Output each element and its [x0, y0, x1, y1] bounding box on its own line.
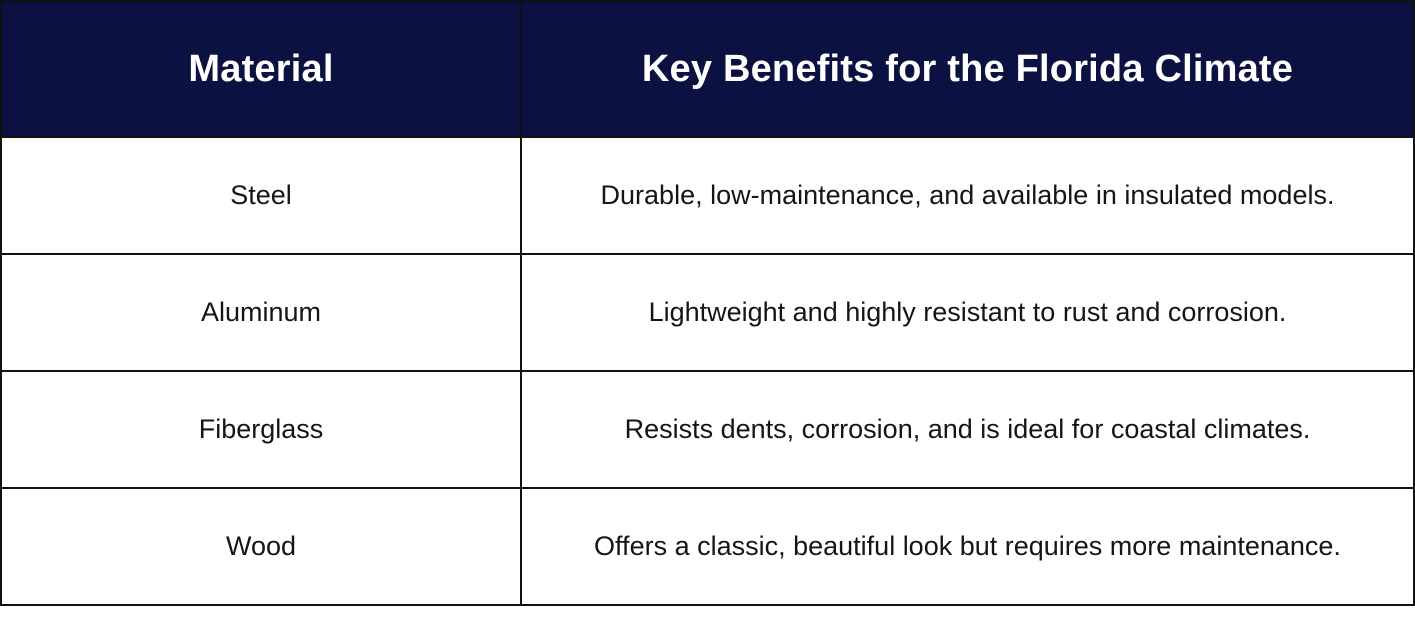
table-header-row	[1, 1, 1414, 137]
cell-benefit-steel: Durable, low-maintenance, and available in insulated models.	[521, 137, 1414, 254]
table-row	[1, 137, 1414, 254]
table-row	[1, 488, 1414, 605]
cell-benefit-fiberglass: Resists dents, corrosion, and is ideal for coastal climates.	[521, 371, 1414, 488]
cell-material-aluminum: Aluminum	[1, 254, 521, 371]
table-header	[1, 1, 1414, 137]
column-header-benefits: Key Benefits for the Florida Climate	[521, 1, 1414, 137]
cell-material-wood: Wood	[1, 488, 521, 605]
table-body	[1, 137, 1414, 605]
cell-material-steel: Steel	[1, 137, 521, 254]
table-row	[1, 254, 1414, 371]
cell-benefit-aluminum: Lightweight and highly resistant to rust and corrosion.	[521, 254, 1414, 371]
cell-material-fiberglass: Fiberglass	[1, 371, 521, 488]
cell-benefit-wood: Offers a classic, beautiful look but requires more maintenance.	[521, 488, 1414, 605]
column-header-material: Material	[1, 1, 521, 137]
table-row	[1, 371, 1414, 488]
